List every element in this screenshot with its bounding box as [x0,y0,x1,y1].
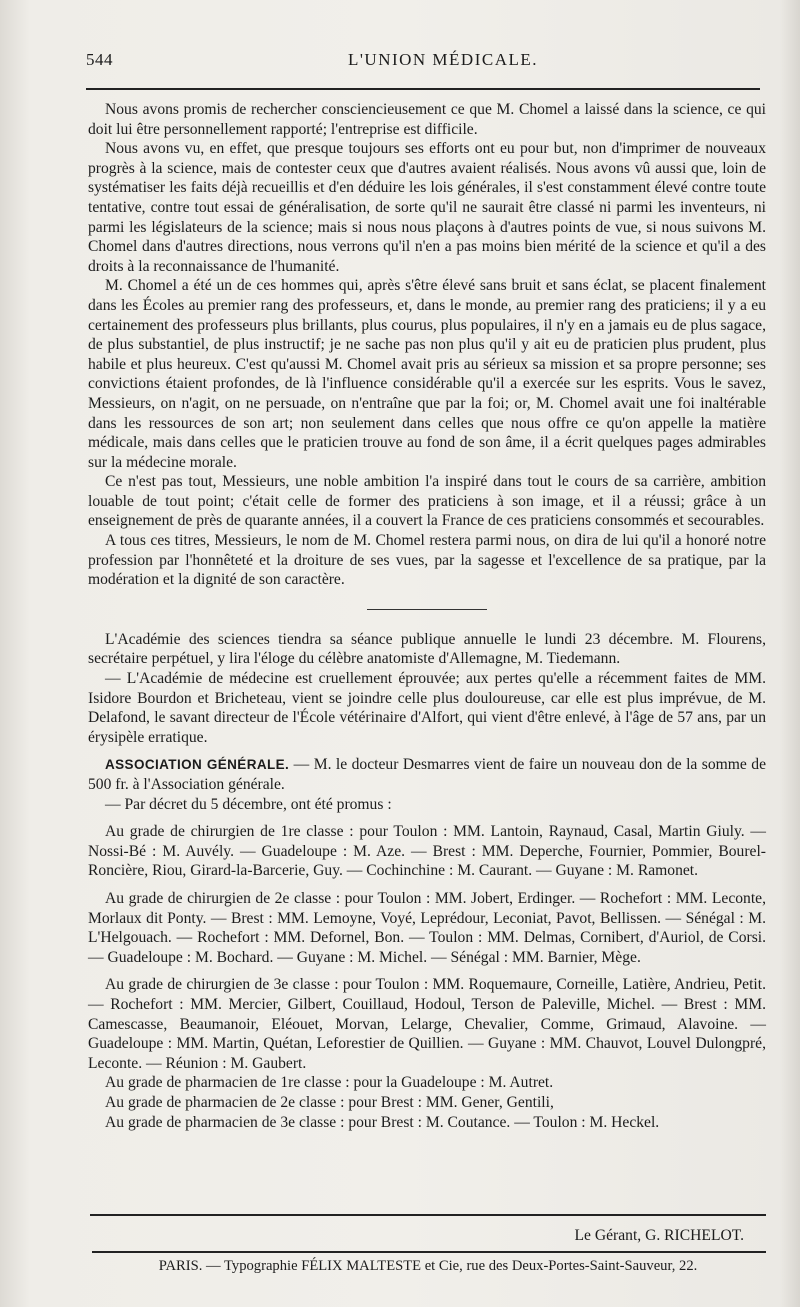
paragraph: A tous ces titres, Messieurs, le nom de M. Chomel restera parmi nous, on dira de lui qu'il a honoré notre profession par l'honnêteté et la droiture de ses vues, par la sagesse et l'excellence de sa pratique, par la modération et la dignité de son caractère. [88,532,766,589]
page-header [86,50,760,80]
page-number: 544 [86,50,113,69]
section-divider [367,609,487,610]
news-academie-sciences: L'Académie des sciences tiendra sa séance publique annuelle le lundi 23 décembre. M. Flourens, secrétaire perpétuel, y lira l'éloge du célèbre anatomiste d'Allemagne, M. Tiedemann. [88,630,766,668]
pharmacien-entry: Au grade de pharmacien de 2e classe : pour Brest : MM. Gener, Gentili, [105,1093,554,1111]
promotion-entry: Au grade de chirurgien de 3e classe : pour Toulon : MM. Roquemaure, Corneille, Latière, Andrieu, Petit. — Rochefort : MM. Mercier, Gilbert, Couillaud, Hodoul, Terson de Paleville, Michel. — Brest : MM. Camescasse, Beaumanoir, Eléouet, Morvan, Lelarge, Chevalier, Comme, Grimaud, Alavoine. — Guadeloupe : MM. Martin, Quétan, Leforestier de Quillien. — Guyane : MM. Chauvot, Louvel Dulongpré, Leconte. — Réunion : M. Gaubert. [88,976,766,1072]
paragraph: M. Chomel a été un de ces hommes qui, après s'être élevé sans bruit et sans éclat, se placent finalement dans les Écoles au premier rang des professeurs, et, dans le monde, au premier rang des praticiens; il y a eu certainement des professeurs plus brillants, plus courus, plus populaires, il n'y en a jamais eu de plus sagace, de plus substantiel, de plus instructif; je ne sache pas non plus qu'il y ait eu de praticien plus prudent, plus habile et plus heureux. C'est qu'aussi M. Chomel avait pris au sérieux sa mission et sa propre personne; ses convictions étaient profondes, de là l'influence considérable qu'il a exercée sur les esprits. Vous le savez, Messieurs, on n'agit, on ne persuade, on n'entraîne que par la foi; or, M. Chomel avait une foi inaltérable dans les ressources de son art; non seulement dans celles que nous offre ce qu'on appelle la matière médicale, mais dans celles que le praticien trouve au fond de son âme, il a écrit quelques pages admirables sur la médecine morale. [88,277,766,471]
promotion-entry: Au grade de chirurgien de 2e classe : pour Toulon : MM. Jobert, Erdinger. — Rochefort : MM. Leconte, Morlaux dit Ponty. — Brest : MM. Lemoyne, Voyé, Leprédour, Leconiat, Pavot, Bellissen. — Sénégal : M. L'Helgouach. — Rochefort : MM. Defornel, Bon. — Toulon : MM. Delmas, Cornibert, d'Auriol, de Corsi. — Guadeloupe : M. Bochard. — Guyane : M. Michel. — Sénégal : MM. Barnier, Mège. [88,889,766,966]
pharmacien-entry: Au grade de pharmacien de 1re classe : pour la Guadeloupe : M. Autret. [105,1074,554,1092]
gerant-signature: Le Gérant, G. RICHELOT. [574,1227,744,1244]
imprint-rule [92,1251,766,1253]
running-title: L'UNION MÉDICALE. [347,50,539,69]
paragraph: Nous avons vu, en effet, que presque toujours ses efforts ont eu pour but, non d'imprimer de nouveaux progrès à la science, mais de contester ceux que d'autres avaient réalisés. Nous avons vû aussi que, loin de systématiser les faits déjà recueillis et d'en déduire les lois générales, il s'est constamment élevé contre toute tentative, contre tout essai de généralisation, de sorte qu'il ne saurait être classé ni parmi les inventeurs, ni parmi les législateurs de la science; mais si nous nous plaçons à d'autres points de vue, si nous suivons M. Chomel dans d'autres directions, nous verrons qu'il n'en a pas moins bien mérité de la science et qu'il a des droits à la reconnaissance de l'humanité. [88,140,766,275]
paragraph: Nous avons promis de rechercher consciencieusement ce que M. Chomel a laissé dans la science, ce qui doit lui être personnellement rapporté; l'entreprise est difficile. [88,101,766,138]
news-association [88,755,766,794]
association-label: ASSOCIATION GÉNÉRALE. [105,757,290,773]
printer-imprint: PARIS. — Typographie FÉLIX MALTESTE et Cie, rue des Deux-Portes-Saint-Sauveur, 22. [158,1258,698,1274]
header-rule [86,88,760,90]
paragraph: Ce n'est pas tout, Messieurs, une noble ambition l'a inspiré dans tout le cours de sa carrière, ambition louable de tout point; c'était celle de former des praticiens à son image, et il a réussi; grâce à un enseignement de près de quarante années, il a couvert la France de ces praticiens consommés et secourables. [88,473,766,530]
article-body [88,100,766,1132]
footer-rule [90,1214,766,1216]
news-decret: — Par décret du 5 décembre, ont été promus : [105,795,392,813]
association-text: — M. le docteur Desmarres vient de faire un nouveau don de la somme de 500 fr. à l'Association générale. [88,756,766,793]
pharmacien-entry: Au grade de pharmacien de 3e classe : pour Brest : M. Coutance. — Toulon : M. Heckel. [105,1113,660,1131]
promotion-entry: Au grade de chirurgien de 1re classe : pour Toulon : MM. Lantoin, Raynaud, Casal, Martin Giuly. — Nossi-Bé : M. Auvély. — Guadeloupe : M. Aze. — Brest : MM. Deperche, Fournier, Pommier, Bourel-Roncière, Riou, Girard-la-Barcerie, Guy. — Cochinchine : M. Caurant. — Guyane : M. Ramonet. [88,823,766,880]
news-academie-medecine: — L'Académie de médecine est cruellement éprouvée; aux pertes qu'elle a récemment faites de MM. Isidore Bourdon et Bricheteau, vient se joindre celle plus douloureuse, car elle est plus imprévue, de M. Delafond, le savant directeur de l'École vétérinaire d'Alfort, qui vient d'être enlevé, à l'âge de 57 ans, par un érysipèle erratique. [88,670,766,746]
